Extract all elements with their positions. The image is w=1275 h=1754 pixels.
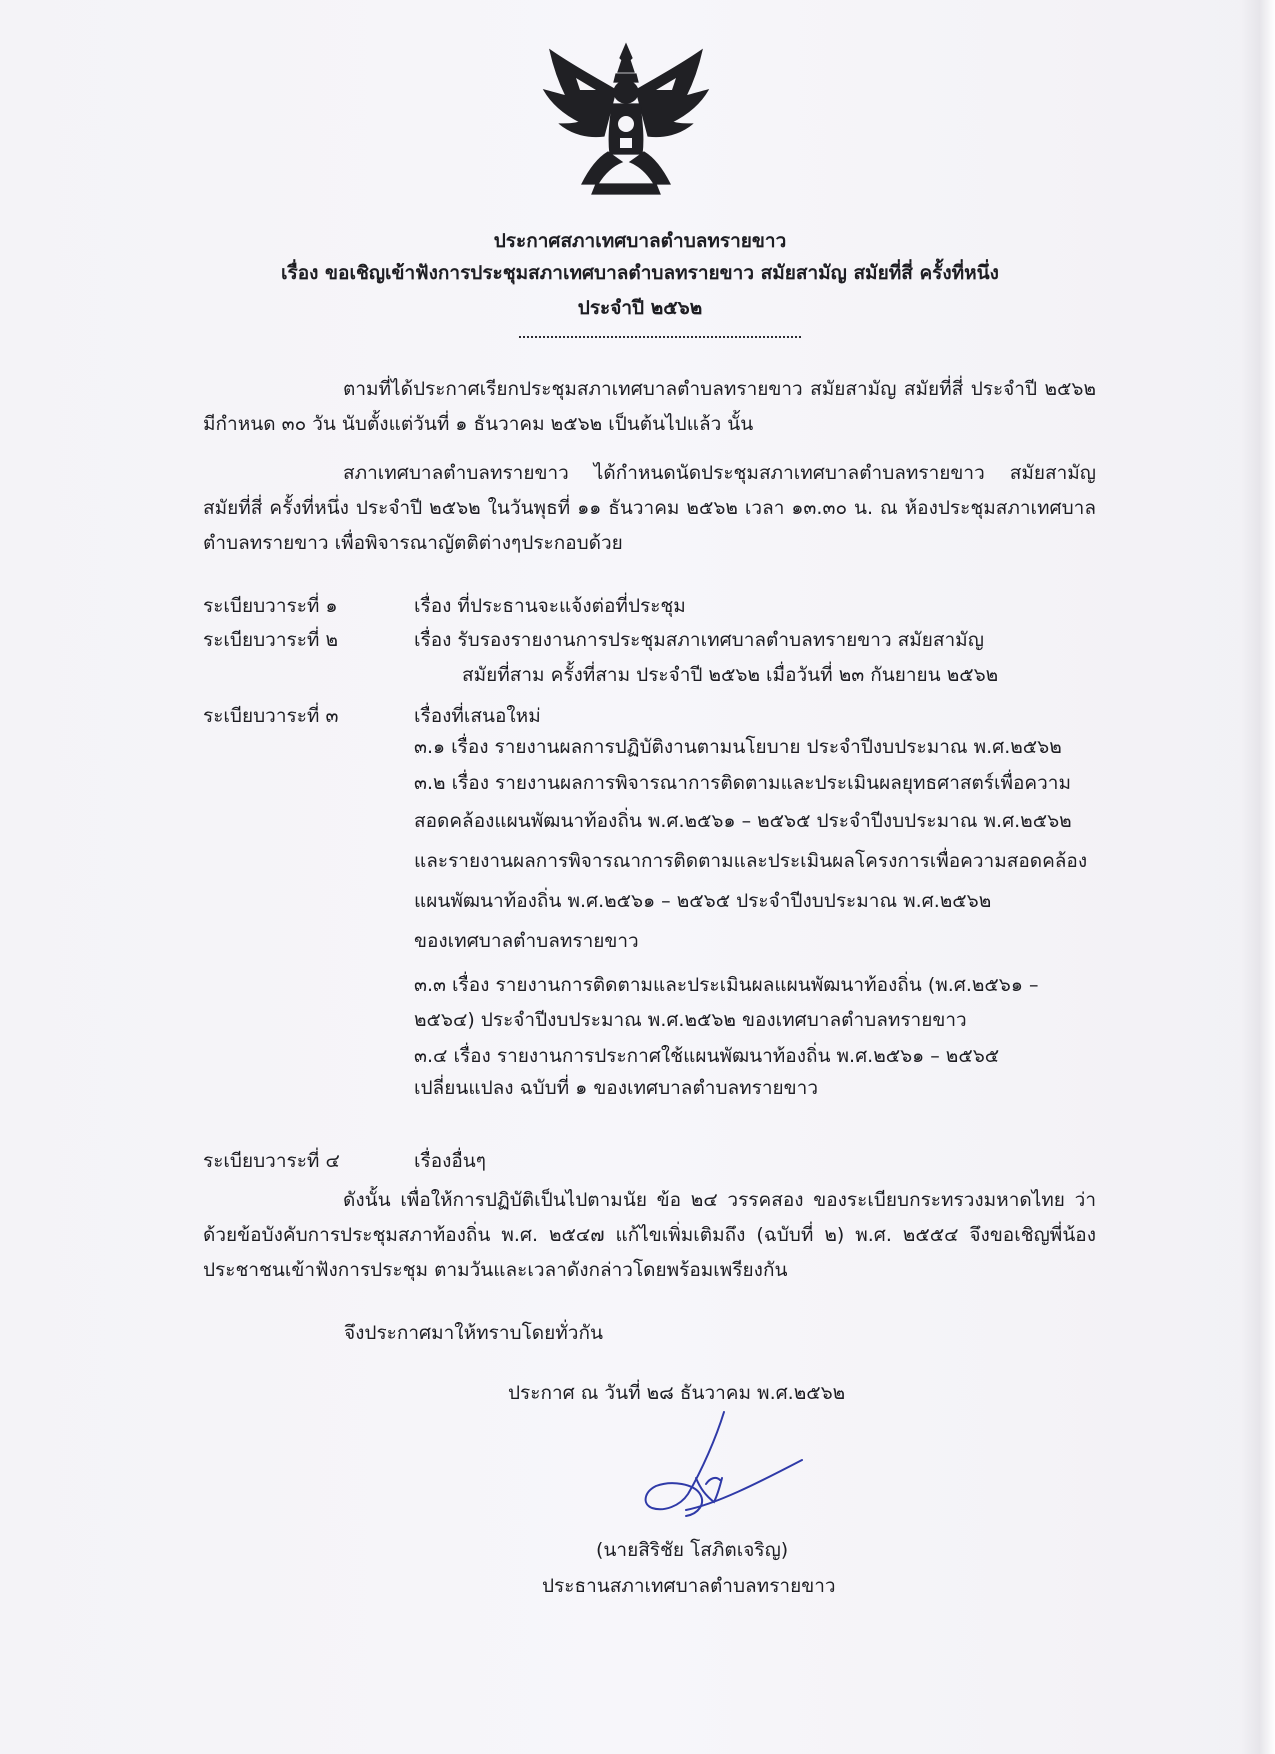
agenda-3-sub-3-line: ๒๕๖๔) ประจำปีงบประมาณ พ.ศ.๒๕๖๒ ของเทศบาลตำบลทรายขาว	[414, 1009, 967, 1031]
agenda-text-2: เรื่อง รับรองรายงานการประชุมสภาเทศบาลตำบลทรายขาว สมัยสามัญ	[414, 629, 984, 651]
agenda-3-sub-4-line: ๓.๔ เรื่อง รายงานการประกาศใช้แผนพัฒนาท้องถิ่น พ.ศ.๒๕๖๑ – ๒๕๖๕	[414, 1045, 1000, 1067]
signer-position: ประธานสภาเทศบาลตำบลทรายขาว	[542, 1575, 836, 1597]
agenda-3-sub-4-line: เปลี่ยนแปลง ฉบับที่ ๑ ของเทศบาลตำบลทรายขาว	[414, 1077, 819, 1099]
agenda-text-1: เรื่อง ที่ประธานจะแจ้งต่อที่ประชุม	[414, 595, 686, 617]
agenda-3-sub-2-line: และรายงานผลการพิจารณาการติดตามและประเมินผลโครงการเพื่อความสอดคล้อง	[414, 850, 1088, 872]
agenda-text-3: เรื่องที่เสนอใหม่	[414, 705, 541, 727]
agenda-3-sub-2-line: แผนพัฒนาท้องถิ่น พ.ศ.๒๕๖๑ – ๒๕๖๕ ประจำปีงบประมาณ พ.ศ.๒๕๖๒	[414, 890, 992, 912]
closing-paragraph: ดังนั้น เพื่อให้การปฏิบัติเป็นไปตามนัย ข้อ ๒๔ วรรคสอง ของระเบียบกระทรวงมหาดไทย ว่าด้วยข้อบังคับการประชุมสภาท้องถิ่น พ.ศ. ๒๕๔๗ แก้ไขเพิ่มเติมถึง (ฉบับที่ ๒) พ.ศ. ๒๕๕๔ จึงขอเชิญพี่น้องประชาชนเข้าฟังการประชุม ตามวันและเวลาดังกล่าวโดยพร้อมเพรียงกัน	[203, 1189, 1096, 1281]
agenda-3-sub-1: ๓.๑ เรื่อง รายงานผลการปฏิบัติงานตามนโยบาย ประจำปีงบประมาณ พ.ศ.๒๕๖๒	[414, 736, 1062, 758]
scan-edge-shadow	[1241, 0, 1275, 1754]
agenda-label-2: ระเบียบวาระที่ ๒	[203, 629, 338, 651]
garuda-emblem-icon	[536, 38, 716, 198]
agenda-label-4: ระเบียบวาระที่ ๔	[203, 1150, 340, 1172]
intro-paragraph-2: สภาเทศบาลตำบลทรายขาว ได้กำหนดนัดประชุมสภาเทศบาลตำบลทรายขาว สมัยสามัญ สมัยที่สี่ ครั้งที่หนึ่ง ประจำปี ๒๕๖๒ ในวันพุธที่ ๑๑ ธันวาคม ๒๕๖๒ เวลา ๑๓.๓๐ น. ณ ห้องประชุมสภาเทศบาลตำบลทรายขาว เพื่อพิจารณาญัตติต่างๆประกอบด้วย	[203, 462, 1096, 554]
agenda-text-2-continued: สมัยที่สาม ครั้งที่สาม ประจำปี ๒๕๖๒ เมื่อวันที่ ๒๓ กันยายน ๒๕๖๒	[462, 664, 999, 686]
announcement-date: ประกาศ ณ วันที่ ๒๘ ธันวาคม พ.ศ.๒๕๖๒	[508, 1382, 846, 1404]
closing-statement: จึงประกาศมาให้ทราบโดยทั่วกัน	[344, 1322, 603, 1344]
agenda-label-3: ระเบียบวาระที่ ๓	[203, 705, 339, 727]
agenda-3-sub-2-line: ๓.๒ เรื่อง รายงานผลการพิจารณาการติดตามและประเมินผลยุทธศาสตร์เพื่อความ	[414, 772, 1072, 794]
announcement-subject: เรื่อง ขอเชิญเข้าฟังการประชุมสภาเทศบาลตำบลทรายขาว สมัยสามัญ สมัยที่สี่ ครั้งที่หนึ่ง	[281, 262, 999, 284]
agenda-3-sub-3-line: ๓.๓ เรื่อง รายงานการติดตามและประเมินผลแผนพัฒนาท้องถิ่น (พ.ศ.๒๕๖๑ –	[414, 974, 1039, 996]
agenda-3-sub-2-line: สอดคล้องแผนพัฒนาท้องถิ่น พ.ศ.๒๕๖๑ – ๒๕๖๕ ประจำปีงบประมาณ พ.ศ.๒๕๖๒	[414, 810, 1072, 832]
title-divider	[519, 336, 801, 338]
announcement-year: ประจำปี ๒๕๖๒	[577, 297, 703, 319]
agenda-label-1: ระเบียบวาระที่ ๑	[203, 595, 338, 617]
announcement-title: ประกาศสภาเทศบาลตำบลทรายขาว	[493, 230, 787, 252]
agenda-text-4: เรื่องอื่นๆ	[414, 1150, 486, 1172]
handwritten-signature-icon	[636, 1408, 806, 1526]
intro-paragraph-1: ตามที่ได้ประกาศเรียกประชุมสภาเทศบาลตำบลทรายขาว สมัยสามัญ สมัยที่สี่ ประจำปี ๒๕๖๒ มีกำหนด ๓๐ วัน นับตั้งแต่วันที่ ๑ ธันวาคม ๒๕๖๒ เป็นต้นไปแล้ว นั้น	[203, 378, 1096, 435]
signer-name: (นายสิริชัย โสภิตเจริญ)	[596, 1539, 789, 1561]
agenda-3-sub-2-line: ของเทศบาลตำบลทรายขาว	[414, 930, 639, 952]
